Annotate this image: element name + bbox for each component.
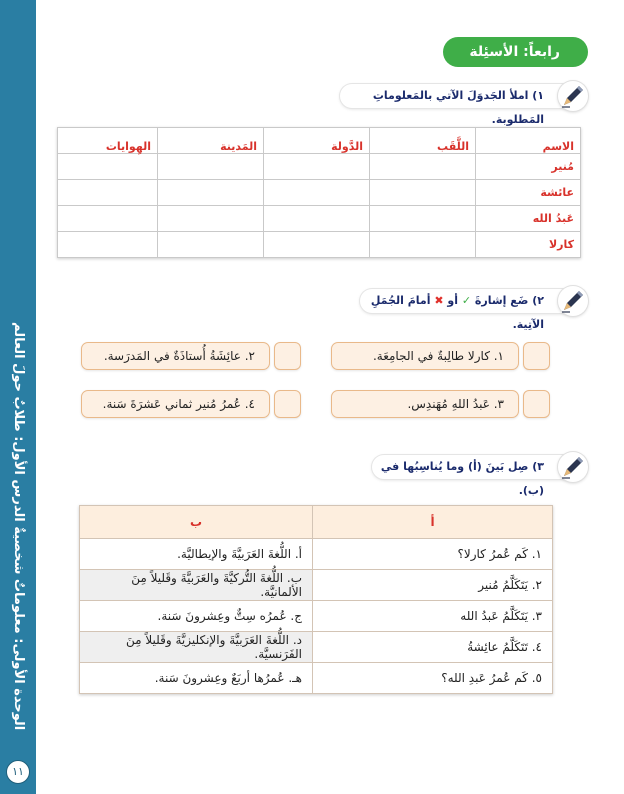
column-a-item[interactable]: ٣. يَتَكَلَّمُ عَبدُ الله [313, 601, 553, 632]
section-title: رابعاً: الأسئِلة [443, 37, 588, 67]
surname-cell[interactable] [370, 180, 476, 206]
city-cell[interactable] [158, 180, 264, 206]
surname-cell[interactable] [370, 154, 476, 180]
header-column-b: ب [80, 506, 313, 539]
column-a-item[interactable]: ٤. تَتَكَلَّمُ عائِشةُ [313, 632, 553, 663]
header-city: المَدينة [158, 128, 264, 154]
statement-1: ١. كارلا طالِبةٌ في الجامِعَة. [331, 342, 519, 370]
header-name: الاسم [476, 128, 581, 154]
matching-header-row [80, 506, 553, 539]
pen-icon [558, 286, 588, 316]
answer-box-4[interactable] [274, 390, 301, 418]
city-cell[interactable] [158, 206, 264, 232]
cross-icon: ✖ [434, 294, 444, 307]
name-cell: كارلا [476, 232, 581, 258]
question-3-instruction: ٣) صِل بَينَ (أ) وما يُناسِبُها في (ب). [372, 455, 580, 479]
header-country: الدَّولة [264, 128, 370, 154]
info-table [57, 127, 581, 258]
country-cell[interactable] [264, 206, 370, 232]
column-a-item[interactable]: ٥. كَم عُمرُ عَبدِ الله؟ [313, 663, 553, 694]
column-a-item[interactable]: ٢. يَتَكَلَّمُ مُنير [313, 570, 553, 601]
table-row [80, 663, 553, 694]
page-number: ١١ [6, 760, 30, 784]
table-row [58, 232, 581, 258]
surname-cell[interactable] [370, 232, 476, 258]
table-row [80, 601, 553, 632]
column-b-item[interactable]: أ. اللُّغةَ العَرَبيَّةَ والإيطاليَّة. [80, 539, 313, 570]
name-cell: عَبدُ الله [476, 206, 581, 232]
name-cell: عائشة [476, 180, 581, 206]
country-cell[interactable] [264, 154, 370, 180]
instruction-part-3: أمامَ الجُمَلِ الآتِية. [370, 294, 544, 331]
answer-box-2[interactable] [274, 342, 301, 370]
country-cell[interactable] [264, 180, 370, 206]
pen-icon [558, 452, 588, 482]
question-2-instruction [360, 289, 580, 331]
header-hobbies: الهِوايات [58, 128, 158, 154]
table-row [80, 539, 553, 570]
table-row [58, 180, 581, 206]
instruction-part-2: أو [447, 294, 458, 307]
surname-cell[interactable] [370, 206, 476, 232]
table-row [80, 632, 553, 663]
instruction-part-1: ٢) ضَع إشارةَ [474, 294, 544, 307]
column-b-item[interactable]: ب. اللُّغةَ التُّركيَّةَ والعَرَبيَّةَ وقَليلاً مِنَ الألمانيَّة. [80, 570, 313, 601]
hobbies-cell[interactable] [58, 232, 158, 258]
matching-table [79, 505, 553, 694]
unit-lesson-title: الوحدة الأولى: معلوماتٌ شخصيةٌ الدرس الأول: طلابٌ حولَ العالم [11, 321, 26, 730]
column-a-item[interactable]: ١. كَم عُمرُ كارلا؟ [313, 539, 553, 570]
statement-3: ٣. عَبدُ اللهِ مُهَندِس. [331, 390, 519, 418]
pen-icon [558, 81, 588, 111]
city-cell[interactable] [158, 154, 264, 180]
country-cell[interactable] [264, 232, 370, 258]
check-icon: ✓ [461, 294, 472, 307]
answer-box-3[interactable] [523, 390, 550, 418]
header-surname: اللَّقَب [370, 128, 476, 154]
table-row [80, 570, 553, 601]
column-b-item[interactable]: هـ. عُمرُها أربَعٌ وعِشرونَ سَنة. [80, 663, 313, 694]
column-b-item[interactable]: ج. عُمرُه سِتٌّ وعِشرونَ سَنة. [80, 601, 313, 632]
hobbies-cell[interactable] [58, 154, 158, 180]
question-1-instruction: ١) املأ الجَدوَلَ الآتي بالمَعلوماتِ المَطلوبة. [340, 84, 580, 108]
table-row [58, 154, 581, 180]
answer-box-1[interactable] [523, 342, 550, 370]
header-column-a: أ [313, 506, 553, 539]
statement-4: ٤. عُمرُ مُنير ثماني عَشرَةَ سَنة. [81, 390, 270, 418]
name-cell: مُنير [476, 154, 581, 180]
statement-2: ٢. عائِشَةُ أُستاذَةٌ في المَدرَسة. [81, 342, 270, 370]
table-row [58, 206, 581, 232]
column-b-item[interactable]: د. اللُّغةَ العَرَبيَّةَ والإنكليزيَّةَ وقَليلاً مِنَ الفَرَنسيَّة. [80, 632, 313, 663]
info-table-header-row [58, 128, 581, 154]
hobbies-cell[interactable] [58, 206, 158, 232]
hobbies-cell[interactable] [58, 180, 158, 206]
side-band [0, 0, 36, 794]
city-cell[interactable] [158, 232, 264, 258]
